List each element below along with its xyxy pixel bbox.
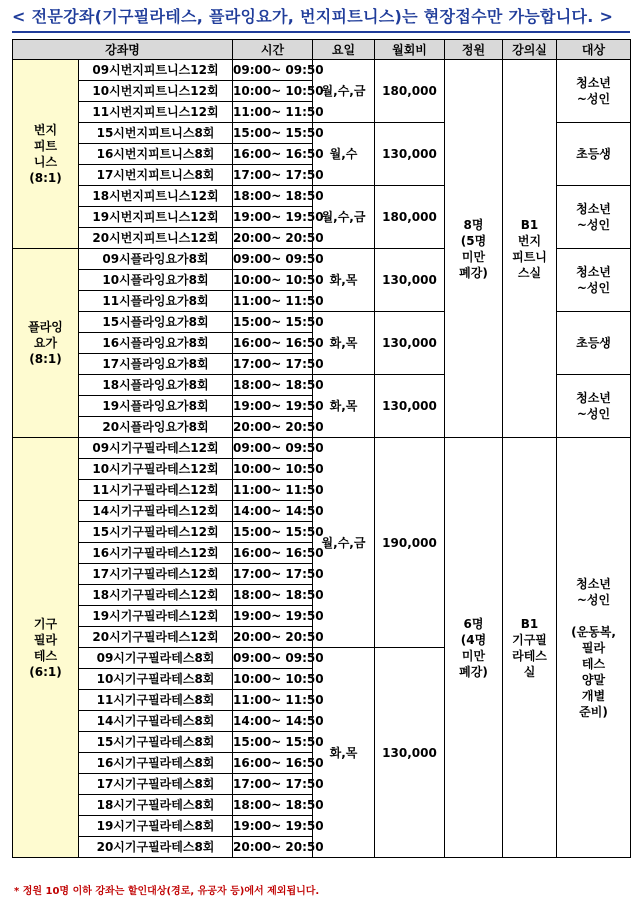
time-cell: 11:00~ 11:50	[233, 690, 313, 711]
classroom-cell: B1 번지 피트니 스실	[503, 60, 557, 438]
header-monthly-fee: 월회비	[375, 40, 445, 60]
time-cell: 17:00~ 17:50	[233, 165, 313, 186]
course-name-cell: 15시번지피트니스8회	[79, 123, 233, 144]
course-name-cell: 19시플라잉요가8회	[79, 396, 233, 417]
time-cell: 16:00~ 16:50	[233, 333, 313, 354]
time-cell: 10:00~ 10:50	[233, 270, 313, 291]
target-cell: 청소년 ~성인	[557, 249, 631, 312]
days-cell: 화,목	[313, 648, 375, 858]
target-cell: 청소년 ~성인	[557, 60, 631, 123]
course-name-cell: 18시번지피트니스12회	[79, 186, 233, 207]
course-name-cell: 14시기구필라테스8회	[79, 711, 233, 732]
course-name-cell: 20시기구필라테스12회	[79, 627, 233, 648]
time-cell: 14:00~ 14:50	[233, 711, 313, 732]
course-name-cell: 09시플라잉요가8회	[79, 249, 233, 270]
capacity-cell: 6명 (4명 미만 폐강)	[445, 438, 503, 858]
time-cell: 15:00~ 15:50	[233, 312, 313, 333]
course-name-cell: 10시기구필라테스8회	[79, 669, 233, 690]
time-cell: 20:00~ 20:50	[233, 417, 313, 438]
course-name-cell: 10시기구필라테스12회	[79, 459, 233, 480]
target-cell: 청소년 ~성인	[557, 375, 631, 438]
time-cell: 10:00~ 10:50	[233, 669, 313, 690]
time-cell: 20:00~ 20:50	[233, 228, 313, 249]
course-name-cell: 20시번지피트니스12회	[79, 228, 233, 249]
fee-cell: 130,000	[375, 123, 445, 186]
time-cell: 11:00~ 11:50	[233, 102, 313, 123]
days-cell: 월,수,금	[313, 186, 375, 249]
course-name-cell: 10시플라잉요가8회	[79, 270, 233, 291]
time-cell: 20:00~ 20:50	[233, 627, 313, 648]
days-cell: 월,수,금	[313, 438, 375, 648]
days-cell: 화,목	[313, 312, 375, 375]
time-cell: 15:00~ 15:50	[233, 123, 313, 144]
time-cell: 10:00~ 10:50	[233, 81, 313, 102]
course-name-cell: 09시번지피트니스12회	[79, 60, 233, 81]
course-name-cell: 15시플라잉요가8회	[79, 312, 233, 333]
course-name-cell: 11시기구필라테스8회	[79, 690, 233, 711]
course-schedule-table	[12, 39, 631, 858]
time-cell: 11:00~ 11:50	[233, 480, 313, 501]
fee-cell: 130,000	[375, 648, 445, 858]
footnote: * 정원 10명 이하 강좌는 할인대상(경로, 유공자 등)에서 제외됩니다.	[14, 886, 320, 897]
course-name-cell: 11시번지피트니스12회	[79, 102, 233, 123]
time-cell: 19:00~ 19:50	[233, 606, 313, 627]
time-cell: 09:00~ 09:50	[233, 648, 313, 669]
time-cell: 15:00~ 15:50	[233, 732, 313, 753]
time-cell: 19:00~ 19:50	[233, 396, 313, 417]
course-name-cell: 09시기구필라테스8회	[79, 648, 233, 669]
header-course-name: 강좌명	[13, 40, 233, 60]
course-name-cell: 14시기구필라테스12회	[79, 501, 233, 522]
course-name-cell: 17시플라잉요가8회	[79, 354, 233, 375]
course-name-cell: 20시플라잉요가8회	[79, 417, 233, 438]
table-row	[13, 60, 631, 81]
course-name-cell: 16시기구필라테스12회	[79, 543, 233, 564]
time-cell: 20:00~ 20:50	[233, 837, 313, 858]
category-cell: 플라잉 요가 (8:1)	[13, 249, 79, 438]
category-cell: 기구 필라 테스 (6:1)	[13, 438, 79, 858]
days-cell: 화,목	[313, 375, 375, 438]
course-name-cell: 15시기구필라테스12회	[79, 522, 233, 543]
capacity-cell: 8명 (5명 미만 폐강)	[445, 60, 503, 438]
course-name-cell: 19시번지피트니스12회	[79, 207, 233, 228]
classroom-cell: B1 기구필 라테스 실	[503, 438, 557, 858]
course-name-cell: 10시번지피트니스12회	[79, 81, 233, 102]
course-name-cell: 18시플라잉요가8회	[79, 375, 233, 396]
time-cell: 19:00~ 19:50	[233, 816, 313, 837]
fee-cell: 180,000	[375, 186, 445, 249]
fee-cell: 130,000	[375, 375, 445, 438]
time-cell: 09:00~ 09:50	[233, 60, 313, 81]
header-row	[13, 40, 631, 60]
table-row	[13, 438, 631, 459]
header-time: 시간	[233, 40, 313, 60]
course-name-cell: 18시기구필라테스12회	[79, 585, 233, 606]
header-capacity: 정원	[445, 40, 503, 60]
category-cell: 번지 피트 니스 (8:1)	[13, 60, 79, 249]
time-cell: 17:00~ 17:50	[233, 774, 313, 795]
course-name-cell: 18시기구필라테스8회	[79, 795, 233, 816]
time-cell: 16:00~ 16:50	[233, 543, 313, 564]
course-name-cell: 16시번지피트니스8회	[79, 144, 233, 165]
target-cell: 청소년 ~성인	[557, 186, 631, 249]
days-cell: 월,수	[313, 123, 375, 186]
time-cell: 18:00~ 18:50	[233, 186, 313, 207]
fee-cell: 130,000	[375, 249, 445, 312]
time-cell: 14:00~ 14:50	[233, 501, 313, 522]
time-cell: 11:00~ 11:50	[233, 291, 313, 312]
course-name-cell: 17시번지피트니스8회	[79, 165, 233, 186]
target-cell: 초등생	[557, 312, 631, 375]
target-cell: 초등생	[557, 123, 631, 186]
course-name-cell: 15시기구필라테스8회	[79, 732, 233, 753]
course-name-cell: 17시기구필라테스12회	[79, 564, 233, 585]
page-title: < 전문강좌(기구필라테스, 플라잉요가, 번지피트니스)는 현장접수만 가능합니다. >	[12, 3, 630, 33]
header-classroom: 강의실	[503, 40, 557, 60]
course-name-cell: 11시플라잉요가8회	[79, 291, 233, 312]
course-name-cell: 19시기구필라테스12회	[79, 606, 233, 627]
fee-cell: 180,000	[375, 60, 445, 123]
time-cell: 16:00~ 16:50	[233, 144, 313, 165]
course-name-cell: 17시기구필라테스8회	[79, 774, 233, 795]
days-cell: 화,목	[313, 249, 375, 312]
course-name-cell: 16시기구필라테스8회	[79, 753, 233, 774]
time-cell: 09:00~ 09:50	[233, 249, 313, 270]
course-name-cell: 19시기구필라테스8회	[79, 816, 233, 837]
time-cell: 18:00~ 18:50	[233, 585, 313, 606]
course-name-cell: 11시기구필라테스12회	[79, 480, 233, 501]
target-cell: 청소년 ~성인 (운동복, 필라 테스 양말 개별 준비)	[557, 438, 631, 858]
days-cell: 월,수,금	[313, 60, 375, 123]
time-cell: 17:00~ 17:50	[233, 354, 313, 375]
time-cell: 19:00~ 19:50	[233, 207, 313, 228]
time-cell: 16:00~ 16:50	[233, 753, 313, 774]
header-target: 대상	[557, 40, 631, 60]
course-name-cell: 20시기구필라테스8회	[79, 837, 233, 858]
time-cell: 18:00~ 18:50	[233, 795, 313, 816]
time-cell: 10:00~ 10:50	[233, 459, 313, 480]
course-name-cell: 09시기구필라테스12회	[79, 438, 233, 459]
course-name-cell: 16시플라잉요가8회	[79, 333, 233, 354]
time-cell: 15:00~ 15:50	[233, 522, 313, 543]
time-cell: 17:00~ 17:50	[233, 564, 313, 585]
time-cell: 09:00~ 09:50	[233, 438, 313, 459]
fee-cell: 190,000	[375, 438, 445, 648]
header-days: 요일	[313, 40, 375, 60]
time-cell: 18:00~ 18:50	[233, 375, 313, 396]
fee-cell: 130,000	[375, 312, 445, 375]
